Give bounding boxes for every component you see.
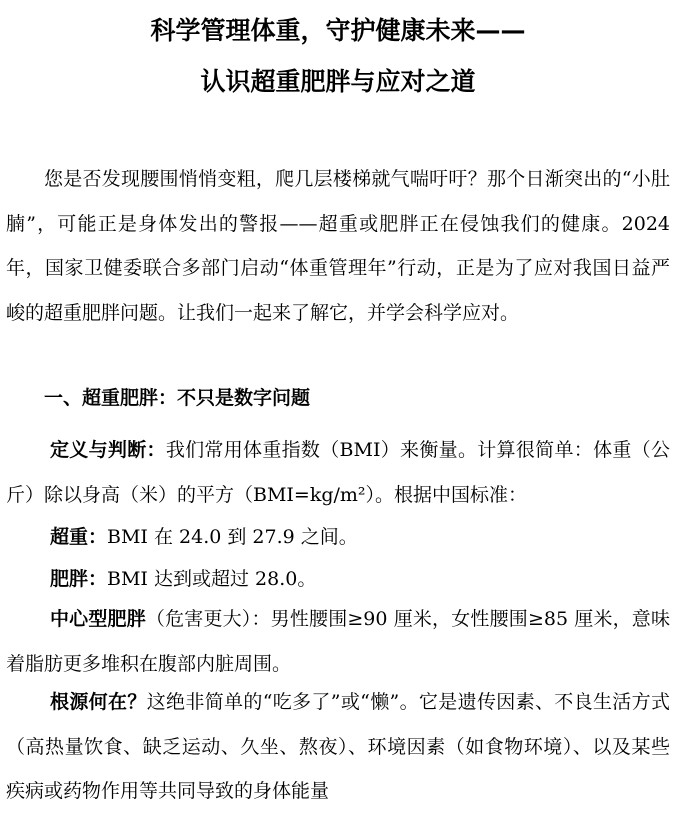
definition-paragraph — [6, 428, 670, 517]
central-obesity-text: （危害更大）：男性腰围≥90 厘米，女性腰围≥85 厘米，意味着脂肪更多堆积在腹部内脏周围。 — [6, 608, 670, 675]
overweight-line — [50, 515, 358, 559]
root-cause-paragraph — [6, 680, 670, 814]
central-obesity-label: 中心型肥胖 — [50, 608, 146, 630]
obesity-text: BMI 达到或超过 28.0。 — [107, 568, 317, 590]
overweight-label: 超重： — [50, 526, 108, 548]
document-title-line-2: 认识超重肥胖与应对之道 — [200, 67, 476, 96]
root-cause-label: 根源何在？ — [50, 691, 147, 713]
intro-paragraph: 您是否发现腰围悄悄变粗，爬几层楼梯就气喘吁吁？那个日渐突出的“小肚腩”，可能正是身体发出的警报——超重或肥胖正在侵蚀我们的健康。2024 年，国家卫健委联合多部门启动“体重管理年”行动，正是为了应对我国日益严峻的超重肥胖问题。让我们一起来了解它，并学会科学应对。 — [6, 168, 670, 324]
central-obesity-paragraph — [6, 597, 670, 686]
overweight-text: BMI 在 24.0 到 27.9 之间。 — [107, 526, 358, 548]
definition-label: 定义与判断： — [50, 439, 166, 461]
section-1-heading: 一、超重肥胖：不只是数字问题 — [44, 387, 311, 409]
obesity-label: 肥胖： — [50, 568, 108, 590]
document-title-line-1: 科学管理体重，守护健康未来—— — [150, 16, 526, 45]
definition-text: 我们常用体重指数（BMI）来衡量。计算很简单：体重（公斤）除以身高（米）的平方（BMI=kg/m²）。根据中国标准： — [6, 439, 670, 506]
root-cause-text: 这绝非简单的“吃多了”或“懒”。它是遗传因素、不良生活方式（高热量饮食、缺乏运动、久坐、熬夜）、环境因素（如食物环境）、以及某些疾病或药物作用等共同导致的身体能量 — [6, 691, 670, 802]
obesity-line — [50, 557, 316, 601]
